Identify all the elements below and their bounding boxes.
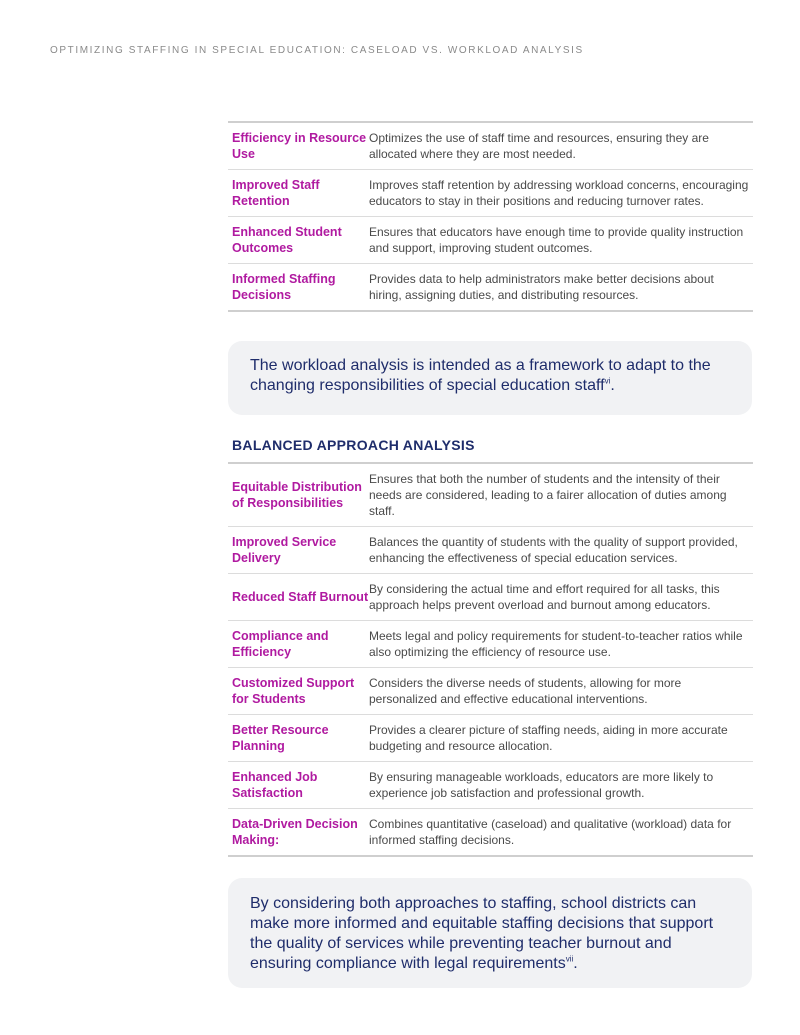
table-row — [228, 715, 753, 762]
table-row — [228, 264, 753, 312]
table-row — [228, 574, 753, 621]
row-description: Improves staff retention by addressing workload concerns, encouraging educators to stay in their positions and reducing turnover rates. — [369, 170, 753, 217]
table-row — [228, 668, 753, 715]
row-description: Optimizes the use of staff time and resources, ensuring they are allocated where they are most needed. — [369, 122, 753, 170]
row-term: Enhanced Student Outcomes — [228, 217, 369, 264]
summary-callout — [228, 878, 752, 988]
row-term: Reduced Staff Burnout — [228, 574, 369, 621]
row-term: Enhanced Job Satisfaction — [228, 762, 369, 809]
row-term: Equitable Distribution of Responsibilities — [228, 463, 369, 527]
row-description: Provides a clearer picture of staffing needs, aiding in more accurate budgeting and resource allocation. — [369, 715, 753, 762]
row-description: Combines quantitative (caseload) and qualitative (workload) data for informed staffing decisions. — [369, 809, 753, 857]
row-term: Improved Staff Retention — [228, 170, 369, 217]
row-description: By ensuring manageable workloads, educators are more likely to experience job satisfaction and professional growth. — [369, 762, 753, 809]
table-row — [228, 621, 753, 668]
row-term: Better Resource Planning — [228, 715, 369, 762]
workload-benefits-table — [228, 121, 753, 312]
callout-period: . — [573, 955, 578, 972]
callout-text: By considering both approaches to staffing, school districts can make more informed and equitable staffing decisions that support the quality of services while preventing teacher burnout and ensuring compliance with legal requirements — [250, 895, 714, 972]
row-description: Ensures that both the number of students and the intensity of their needs are considered, leading to a fairer allocation of duties among staff. — [369, 463, 753, 527]
table-row — [228, 122, 753, 170]
row-description: Provides data to help administrators make better decisions about hiring, assigning duties, and distributing resources. — [369, 264, 753, 312]
section-heading: BALANCED APPROACH ANALYSIS — [232, 437, 475, 453]
table-row — [228, 809, 753, 857]
row-term: Efficiency in Resource Use — [228, 122, 369, 170]
row-description: Considers the diverse needs of students, allowing for more personalized and effective educational interventions. — [369, 668, 753, 715]
row-term: Data-Driven Decision Making: — [228, 809, 369, 857]
balanced-approach-table — [228, 462, 753, 857]
row-description: Meets legal and policy requirements for student-to-teacher ratios while also optimizing the efficiency of resource use. — [369, 621, 753, 668]
callout-period: . — [610, 377, 615, 394]
table-row — [228, 217, 753, 264]
table-row — [228, 762, 753, 809]
row-term: Customized Support for Students — [228, 668, 369, 715]
workload-callout — [228, 341, 752, 415]
table-row — [228, 463, 753, 527]
row-term: Compliance and Efficiency — [228, 621, 369, 668]
footnote-marker: vii — [565, 954, 574, 964]
table-row — [228, 527, 753, 574]
table-row — [228, 170, 753, 217]
callout-text: The workload analysis is intended as a framework to adapt to the changing responsibilities of special education staff — [250, 357, 711, 394]
row-description: Ensures that educators have enough time to provide quality instruction and support, improving student outcomes. — [369, 217, 753, 264]
row-term: Improved Service Delivery — [228, 527, 369, 574]
running-header: OPTIMIZING STAFFING IN SPECIAL EDUCATION: CASELOAD VS. WORKLOAD ANALYSIS — [50, 45, 584, 56]
footnote-marker: vi — [604, 376, 611, 386]
row-term: Informed Staffing Decisions — [228, 264, 369, 312]
row-description: Balances the quantity of students with the quality of support provided, enhancing the effectiveness of special education services. — [369, 527, 753, 574]
row-description: By considering the actual time and effort required for all tasks, this approach helps prevent overload and burnout among educators. — [369, 574, 753, 621]
